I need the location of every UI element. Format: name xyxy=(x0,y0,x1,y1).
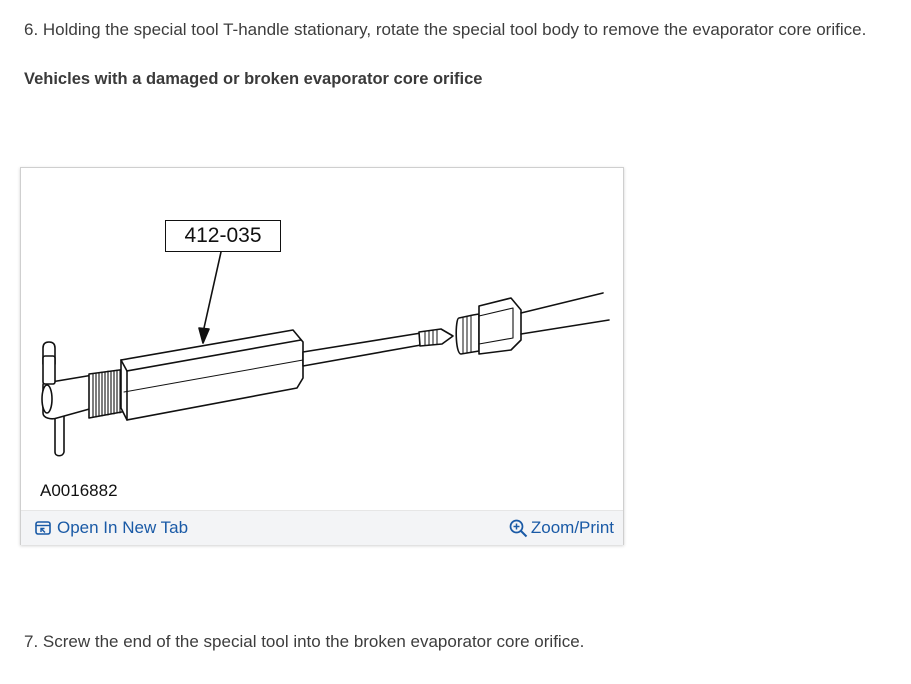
part-number-label: 412-035 xyxy=(165,220,281,252)
tool-illustration xyxy=(21,168,623,510)
figure-card xyxy=(20,167,624,545)
open-in-new-tab-icon xyxy=(35,521,51,535)
section-subheading: Vehicles with a damaged or broken evaporator core orifice xyxy=(24,70,483,88)
open-in-new-tab-label: Open In New Tab xyxy=(57,518,189,537)
figure-id: A0016882 xyxy=(40,481,118,500)
open-in-new-tab-link[interactable] xyxy=(35,518,188,538)
zoom-print-link[interactable] xyxy=(509,518,614,538)
figure-footer xyxy=(21,510,623,545)
zoom-magnifier-icon xyxy=(509,519,528,538)
zoom-print-label: Zoom/Print xyxy=(530,518,614,537)
step-7-text: 7. Screw the end of the special tool into the broken evaporator core orifice. xyxy=(24,632,585,651)
step-6-text: 6. Holding the special tool T-handle stationary, rotate the special tool body to remove the evaporator core orifice. xyxy=(24,20,867,39)
